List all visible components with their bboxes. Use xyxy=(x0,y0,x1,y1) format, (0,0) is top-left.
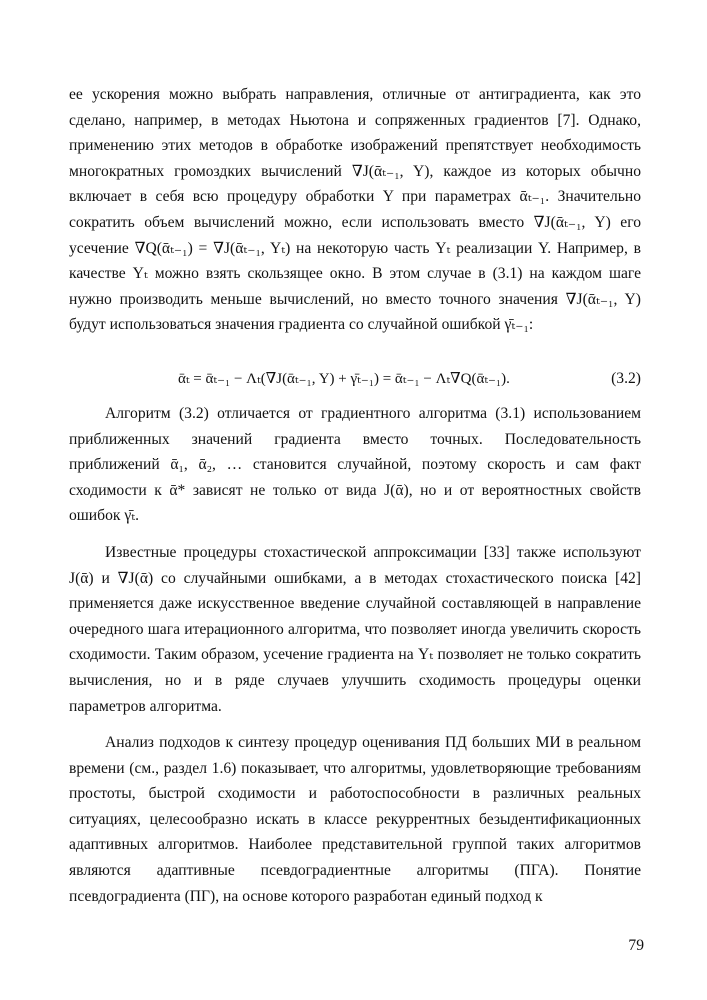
paragraph-stochastic: Известные процедуры стохастической аппроксимации [33] также используют J(ᾱ) и ∇J(ᾱ) со случайными ошибками, а в методах стохастического поиска [42] применяется даже искусственное введение случайной составляющей в направление очередного шага итерационного алгоритма, что позволяет иногда увеличить скорость сходимости. Таким образом, усечение градиента на Yₜ позволяет не только сократить вычисления, но и в ряде случаев улучшить сходимость процедуры оценки параметров алгоритма. xyxy=(69,544,641,715)
equation-body: ᾱₜ = ᾱₜ₋₁ − Λₜ(∇J(ᾱₜ₋₁, Y) + γ̄ₜ₋₁) = ᾱₜ₋₁ − Λₜ∇Q(ᾱₜ₋₁). xyxy=(178,371,510,387)
paragraph-algorithm: Алгоритм (3.2) отличается от градиентного алгоритма (3.1) использованием приближенных значений градиента вместо точных. Последовательность приближений ᾱ₁, ᾱ₂, … становится случайной, поэтому скорость и сам факт сходимости к ᾱ* зависят не только от вида J(ᾱ), но и от вероятностных свойств ошибок γ̄ₜ. xyxy=(69,405,641,525)
paragraph-continuation: ее ускорения можно выбрать направления, отличные от антиградиента, как это сделано, например, в методах Ньютона и сопряженных градиентов [7]. Однако, применению этих методов в обработке изображений препятствует необходимость многократных громоздких вычислений ∇J(ᾱₜ₋₁, Y), каждое из которых обычно включает в себя всю процедуру обработки Y при параметрах ᾱₜ₋₁. Значительно сократить объем вычислений можно, если использовать вместо ∇J(ᾱₜ₋₁, Y) его усечение ∇Q(ᾱₜ₋₁) = ∇J(ᾱₜ₋₁, Yₜ) на некоторую часть Yₜ реализации Y. Например, в качестве Yₜ можно взять скользящее окно. В этом случае в (3.1) на каждом шаге нужно производить меньше вычислений, но вместо точного значения ∇J(ᾱₜ₋₁, Y) будут использоваться значения градиента со случайной ошибкой γ̄ₜ₋₁: xyxy=(69,86,641,334)
equation-number: (3.2) xyxy=(611,370,641,387)
page-number: 79 xyxy=(628,937,644,954)
equation-3-2 xyxy=(69,366,641,392)
paragraph-analysis: Анализ подходов к синтезу процедур оценивания ПД больших МИ в реальном времени (см., раздел 1.6) показывает, что алгоритмы, удовлетворяющие требованиям простоты, быстрой сходимости и работоспособности в различных реальных ситуациях, целесообразно искать в классе рекуррентных безыдентификационных адаптивных алгоритмов. Наиболее представительной группой таких алгоритмов являются адаптивные псевдоградиентные алгоритмы (ПГА). Понятие псевдоградиента (ПГ), на основе которого разработан единый подход к xyxy=(69,734,641,905)
